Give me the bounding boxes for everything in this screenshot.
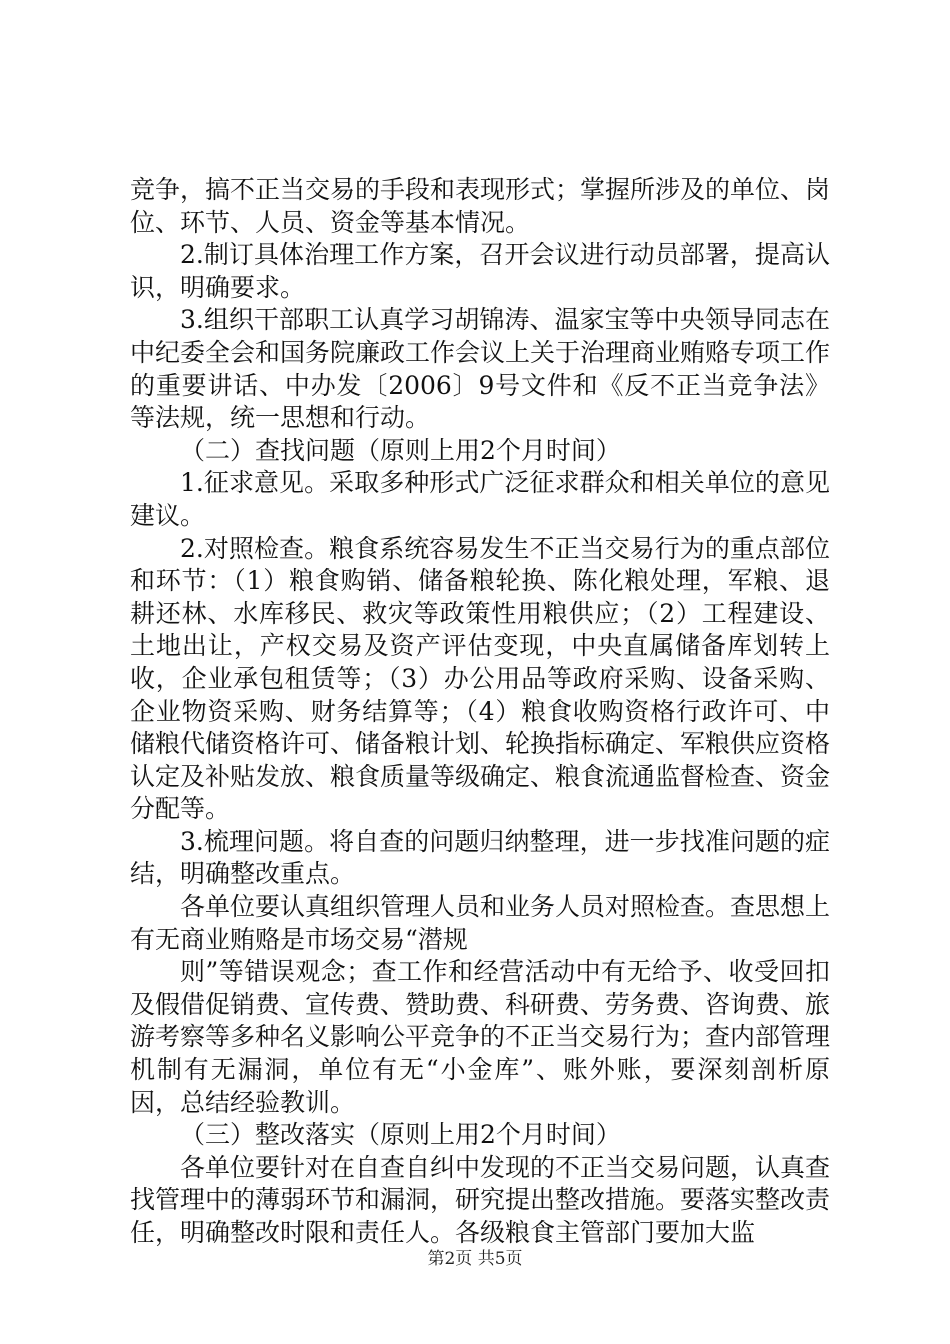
paragraph-1: 竞争，搞不正当交易的手段和表现形式；掌握所涉及的单位、岗位、环节、人员、资金等基本情况。 [130,175,831,237]
section-heading-3: （三）整改落实（原则上用2个月时间） [180,1120,621,1150]
paragraph-2: 2.制订具体治理工作方案，召开会议进行动员部署，提高认识，明确要求。 [130,240,830,302]
paragraph-3: 3.组织干部职工认真学习胡锦涛、温家宝等中央领导同志在中纪委全会和国务院廉政工作会议上关于治理商业贿赂专项工作的重要讲话、中办发〔2006〕9号文件和《反不正当竞争法》等法规，统一思想和行动。 [130,305,831,433]
paragraph-6: 3.梳理问题。将自查的问题归纳整理，进一步找准问题的症结，明确整改重点。 [130,826,830,889]
paragraph-8: 则”等错误观念；查工作和经营活动中有无给予、收受回扣及假借促销费、宣传费、赞助费、科研费、劳务费、咨询费、旅游考察等多种名义影响公平竞争的不正当交易行为；查内部管理机制有无漏洞，单位有无“小金库”、账外账，要深刻剖析原因，总结经验教训。 [130,957,831,1117]
paragraph-9: 各单位要针对在自查自纠中发现的不正当交易问题，认真查找管理中的薄弱环节和漏洞，研究提出整改措施。要落实整改责任，明确整改时限和责任人。各级粮食主管部门要加大监 [130,1152,831,1247]
paragraph-4: 1.征求意见。采取多种形式广泛征求群众和相关单位的意见建议。 [130,468,830,530]
paragraph-7: 各单位要认真组织管理人员和业务人员对照检查。查思想上有无商业贿赂是市场交易“潜规 [130,892,831,954]
paragraph-5: 2.对照检查。粮食系统容易发生不正当交易行为的重点部位和环节：（1）粮食购销、储备粮轮换、陈化粮处理，军粮、退耕还林、水库移民、救灾等政策性用粮供应；（2）工程建设、土地出让，产权交易及资产评估变现，中央直属储备库划转上收，企业承包租赁等；（3）办公用品等政府采购、设备采购、企业物资采购、财务结算等；（4）粮食收购资格行政许可、中储粮代储资格许可、储备粮计划、轮换指标确定、军粮供应资格认定及补贴发放、粮食质量等级确定、粮食流通监督检查、资金分配等。 [130,533,831,824]
document-body [130,174,830,1250]
section-heading-2: （二）查找问题（原则上用2个月时间） [180,435,621,465]
page-footer: 第2页 共5页 [427,1249,523,1269]
